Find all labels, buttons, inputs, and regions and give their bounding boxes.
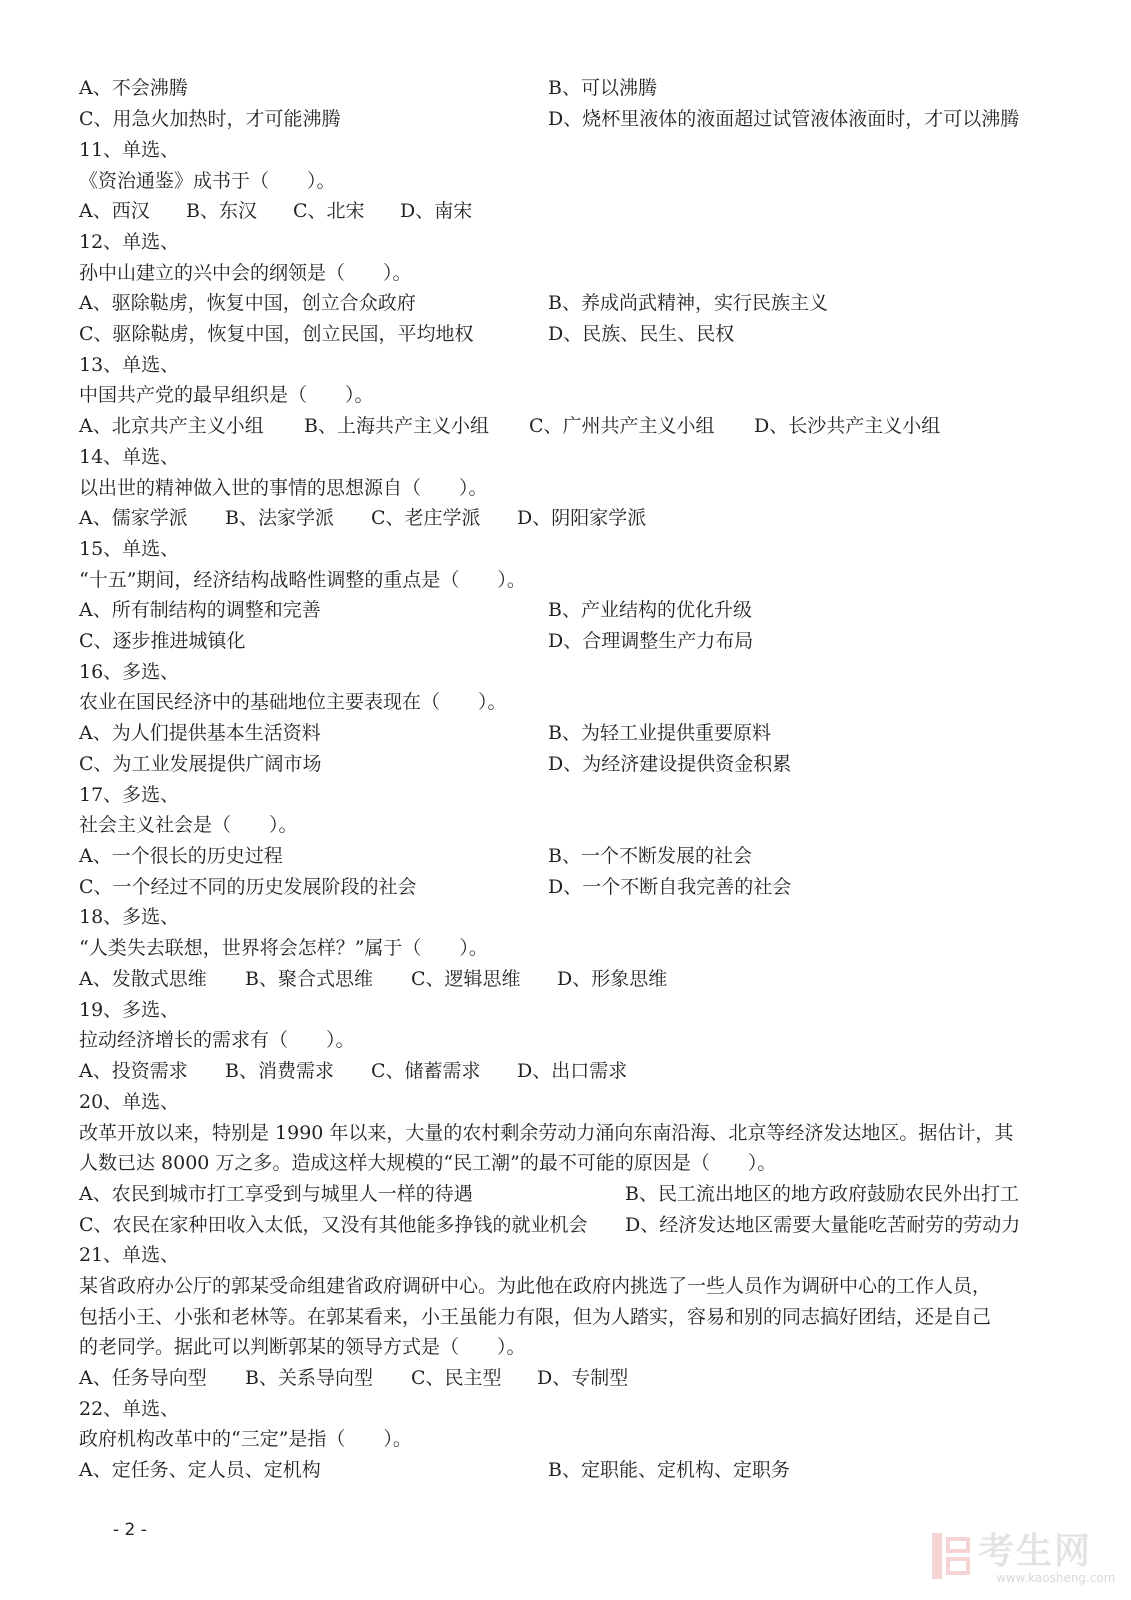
question-header: 20、单选、 — [79, 1091, 180, 1113]
option-b: B、东汉 — [186, 200, 257, 222]
option-d: D、合理调整生产力布局 — [548, 630, 754, 652]
option-c: C、储蓄需求 — [371, 1060, 481, 1082]
option-row — [79, 506, 646, 530]
question-text: 某省政府办公厅的郭某受命组建省政府调研中心。为此他在政府内挑选了一些人员作为调研中心的工作人员， — [79, 1275, 992, 1297]
question-text: 孙中山建立的兴中会的纲领是（ ）。 — [79, 262, 412, 284]
option-d: D、专制型 — [537, 1367, 629, 1389]
option-a: A、不会沸腾 — [79, 77, 188, 99]
option-a: A、投资需求 — [79, 1060, 188, 1082]
option-c: C、北宋 — [293, 200, 365, 222]
option-b: B、聚合式思维 — [245, 968, 373, 990]
option-a: A、一个很长的历史过程 — [79, 845, 283, 867]
option-b: B、消费需求 — [225, 1060, 334, 1082]
question-header: 14、单选、 — [79, 446, 180, 468]
question-text: 的老同学。据此可以判断郭某的领导方式是（ ）。 — [79, 1336, 526, 1358]
question-header: 15、单选、 — [79, 538, 180, 560]
question-header: 17、多选、 — [79, 784, 180, 806]
question-text: 《资治通鉴》成书于（ ）。 — [79, 170, 336, 192]
option-c: C、广州共产主义小组 — [529, 415, 715, 437]
option-row — [79, 967, 667, 991]
watermark-logo-icon — [928, 1531, 974, 1581]
question-header: 18、多选、 — [79, 906, 180, 928]
option-d: D、民族、民生、民权 — [548, 323, 735, 345]
option-b: B、养成尚武精神，实行民族主义 — [548, 292, 828, 314]
option-b: B、上海共产主义小组 — [304, 415, 489, 437]
option-c: C、民主型 — [411, 1367, 502, 1389]
option-c: C、逻辑思维 — [411, 968, 521, 990]
page-number: - 2 - — [113, 1520, 147, 1540]
question-text: 社会主义社会是（ ）。 — [79, 814, 298, 836]
question-header: 19、多选、 — [79, 999, 180, 1021]
option-a: A、农民到城市打工享受到与城里人一样的待遇 — [79, 1183, 473, 1205]
question-text: 农业在国民经济中的基础地位主要表现在（ ）。 — [79, 691, 507, 713]
option-a: A、定任务、定人员、定机构 — [79, 1459, 321, 1481]
option-b: B、定职能、定机构、定职务 — [548, 1459, 790, 1481]
option-d: D、南宋 — [400, 200, 473, 222]
option-d: D、为经济建设提供资金积累 — [548, 753, 792, 775]
option-d: D、烧杯里液体的液面超过试管液体液面时，才可以沸腾 — [548, 108, 1020, 130]
question-text: “十五”期间，经济结构战略性调整的重点是（ ）。 — [79, 569, 526, 591]
option-d: D、阴阳家学派 — [517, 507, 647, 529]
option-c: C、农民在家种田收入太低，又没有其他能多挣钱的就业机会 — [79, 1214, 588, 1236]
question-header: 13、单选、 — [79, 354, 180, 376]
question-header: 12、单选、 — [79, 231, 180, 253]
option-b: B、可以沸腾 — [548, 77, 657, 99]
question-header: 11、单选、 — [79, 139, 180, 161]
option-a: A、北京共产主义小组 — [79, 415, 264, 437]
option-d: D、出口需求 — [517, 1060, 628, 1082]
question-text: 政府机构改革中的“三定”是指（ ）。 — [79, 1428, 412, 1450]
option-d: D、经济发达地区需要大量能吃苦耐劳的劳动力 — [625, 1214, 1021, 1236]
question-text: 改革开放以来，特别是 1990 年以来，大量的农村剩余劳动力涌向东南沿海、北京等经济发达地区。据估计，其 — [79, 1122, 1014, 1144]
question-text: 人数已达 8000 万之多。造成这样大规模的“民工潮”的最不可能的原因是（ ）。 — [79, 1152, 777, 1174]
option-c: C、逐步推进城镇化 — [79, 630, 246, 652]
option-c: C、一个经过不同的历史发展阶段的社会 — [79, 876, 417, 898]
watermark-url: www.kaosheng.com — [996, 1571, 1116, 1585]
question-text: “人类失去联想，世界将会怎样？”属于（ ）。 — [79, 937, 488, 959]
question-text: 拉动经济增长的需求有（ ）。 — [79, 1029, 355, 1051]
option-c: C、为工业发展提供广阔市场 — [79, 753, 322, 775]
question-text: 中国共产党的最早组织是（ ）。 — [79, 384, 374, 406]
question-text: 以出世的精神做入世的事情的思想源自（ ）。 — [79, 477, 488, 499]
option-b: B、为轻工业提供重要原料 — [548, 722, 771, 744]
option-c: C、用急火加热时，才可能沸腾 — [79, 108, 341, 130]
option-a: A、为人们提供基本生活资料 — [79, 722, 321, 744]
question-header: 22、单选、 — [79, 1398, 180, 1420]
option-row — [79, 1366, 628, 1390]
question-header: 21、单选、 — [79, 1244, 180, 1266]
option-b: B、一个不断发展的社会 — [548, 845, 752, 867]
option-a: A、所有制结构的调整和完善 — [79, 599, 321, 621]
option-c: C、驱除鞑虏，恢复中国，创立民国，平均地权 — [79, 323, 474, 345]
option-a: A、任务导向型 — [79, 1367, 207, 1389]
option-d: D、一个不断自我完善的社会 — [548, 876, 792, 898]
option-row — [79, 1059, 627, 1083]
option-c: C、老庄学派 — [371, 507, 481, 529]
option-a: A、西汉 — [79, 200, 150, 222]
option-a: A、驱除鞑虏，恢复中国，创立合众政府 — [79, 292, 416, 314]
option-d: D、长沙共产主义小组 — [754, 415, 941, 437]
option-b: B、产业结构的优化升级 — [548, 599, 752, 621]
watermark-logo — [928, 1531, 1128, 1591]
option-row — [79, 414, 940, 438]
option-b: B、民工流出地区的地方政府鼓励农民外出打工 — [625, 1183, 1019, 1205]
option-a: A、儒家学派 — [79, 507, 188, 529]
question-text: 包括小王、小张和老林等。在郭某看来，小王虽能力有限，但为人踏实，容易和别的同志搞好团结，还是自己 — [79, 1306, 992, 1328]
option-b: B、法家学派 — [225, 507, 334, 529]
watermark-text: 考生网 — [978, 1531, 1093, 1572]
option-a: A、发散式思维 — [79, 968, 207, 990]
question-header: 16、多选、 — [79, 661, 180, 683]
option-b: B、关系导向型 — [245, 1367, 373, 1389]
option-d: D、形象思维 — [557, 968, 668, 990]
option-row — [79, 199, 472, 223]
